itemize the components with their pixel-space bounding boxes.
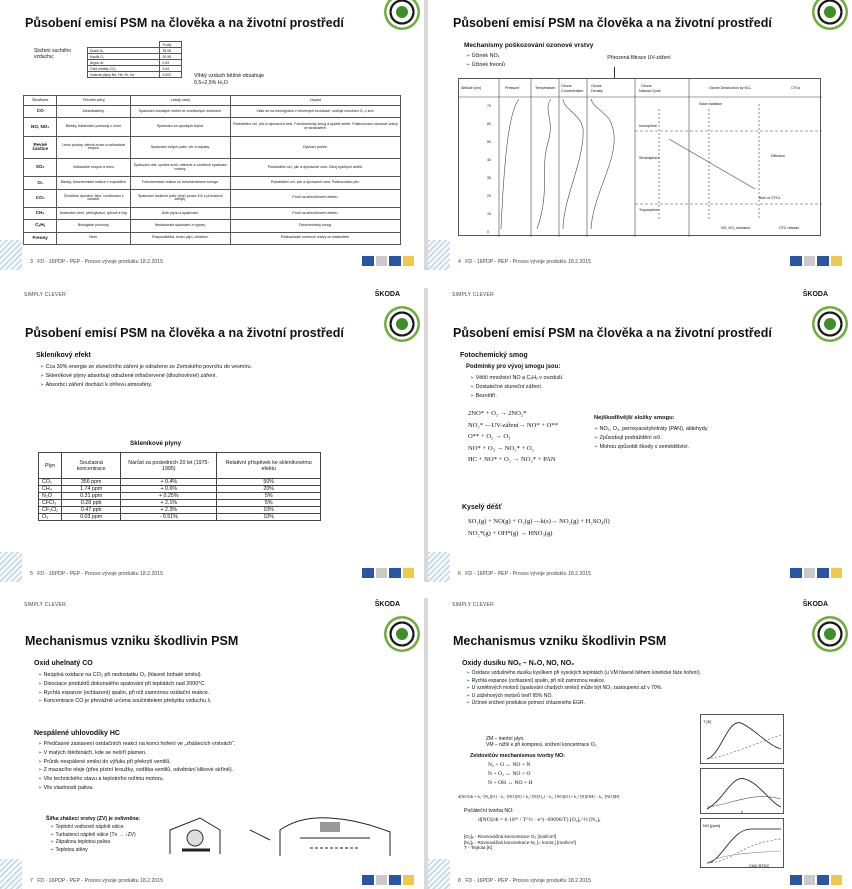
skoda-logo-icon xyxy=(384,616,420,652)
svg-text:0: 0 xyxy=(487,230,489,234)
svg-text:Density: Density xyxy=(591,89,603,93)
svg-text:Bulk of CFCs: Bulk of CFCs xyxy=(759,196,781,200)
hc-bullets: ➢ Předčasné zastavení oxidačních reakcí na konci hoření ve „zhášecích vrstvách“. ➢ V malých štěrbinách, kde se nešíří plamen. ➢ Průnik nespálené směsi do výfuku při překrytí ventilů. ➢ Z mazacího oleje (přes pístní kroužky, vodítka ventilů, odvětrání klikové skříně). ➢ Vliv technického stavu a teplotního režimu motoru. ➢ Vliv vlastností paliva. xyxy=(38,740,408,793)
section-co: Oxid uhelnatý CO xyxy=(34,660,93,667)
eu-logos-icon xyxy=(790,256,842,266)
table-row: CO₂ 356 ppm + 0.4% 50% xyxy=(39,479,321,486)
air-composition-table: % obj. Dusík N₂ 78.08 Kyslík O₂ 20.95 Argon Ar 0.93 Oxid uhličitý CO₂ 0.04 Vzácné plyny Ne, He, Kr, Xe 0.002 xyxy=(87,41,182,78)
skoda-logo-icon xyxy=(812,306,848,342)
dangerous-title: Nejškodlivější složky smogu: xyxy=(594,415,675,421)
svg-text:Natural Cycle: Natural Cycle xyxy=(639,89,661,93)
section-nox: Oxidy dusíku NOₓ – N₂O, NO, NO₂ xyxy=(462,660,575,667)
svg-text:CAD BTDC: CAD BTDC xyxy=(749,863,770,868)
eu-logos-icon xyxy=(362,256,414,266)
rate-eq: d[NO]/dt = k₁⁺[N₂][O] − k₁⁻[NO][N] + k₂⁺[N][O₂] − k₂⁻[NO][O] + k₃⁺[N][OH] − k₃⁻[NO][H] xyxy=(458,794,620,799)
table-row: CF₂Cl₂ 0.47 ppb + 2.3% 10% xyxy=(39,507,321,514)
table-row: N₂O 0.31 ppm + 0.25% 5% xyxy=(39,493,321,500)
skoda-logo-icon xyxy=(384,306,420,342)
egr-note: ZM – inertní plyn, VM – nižší κ při kompresi, snížení koncentrace O₂ xyxy=(486,736,597,749)
svg-text:Altitude (km): Altitude (km) xyxy=(461,86,482,90)
ornament-icon xyxy=(0,859,22,889)
svg-text:Pressure: Pressure xyxy=(505,86,520,90)
skoda-logo-icon xyxy=(384,0,420,30)
table-row: O₃ Blesky, fotochemické reakce v troposféře. Fotochemické reakce ve fotochemickém smogu. Podrážděni očí, plic a dýchacích cest. Poškozování plic. xyxy=(24,177,401,189)
zeldovich-title: Zeldovičův mechanismus tvorby NO: xyxy=(470,753,565,759)
ornament-icon xyxy=(0,552,22,582)
table-row: NO, NO₂ Blesky, bakteriální pochody v zemi. Spalování za vysokých teplot. Podráždění očí, plic a dýchacích cest. Fotochemický smog a kyselé deště. Poškozování ozonové vrstvy ve stratosféře. xyxy=(24,118,401,136)
svg-text:Ozone: Ozone xyxy=(641,84,652,88)
svg-text:Ozone: Ozone xyxy=(561,84,572,88)
conditions-title: Podmínky pro vývoj smogu jsou: xyxy=(466,364,561,370)
table-row: Freony Není. Rozpouštědla, hnací plyn, chladivo. Poškozování ozonové vrstvy ve stratosféře. xyxy=(24,232,401,244)
slide-footer: 3 FD - 16PDP - PEP - Proces vývoje produktu 18.2.2015 xyxy=(0,250,424,270)
eu-logos-icon xyxy=(790,568,842,578)
co-bullets: ➢ Neúplná oxidace na CO₂ při nedostatku O₂ (hlavně bohaté směsi). ➢ Disociace produktů dokonalého spalování při teplotách nad 2000°C. ➢ Rychlá expanze (ochlazení) spalin, při níž zamrznou oxidační reakce. ➢ Koncentrace CO je převážně určena součinitelem přebytku vzduchu λ. xyxy=(38,671,408,706)
section-title: Fotochemický smog xyxy=(460,352,528,359)
subtitle: Mechanismy poškozování ozonové vrstvy xyxy=(464,42,594,49)
slide-8: SIMPLY CLEVER ŠKODA Mechanismus vzniku škodlivin PSM Oxidy dusíku NOₓ – N₂O, NO, NO₂ ➢ Oxidace vzdušného dusíku kyslíkem při vysokých teplotách (u VM hlavně během kinetické fáze hoření). ➢ Rychlá expanze (ochlazení) spalin, při níž zamrznou reakce. ➢ U vznětových motorů (spalování chudých směsí) může být NO₂ zastoupeno až v 70%. ➢ U zážehových motorů tvoří 95% NO. ➢ Účinné snížení produkce pomocí chlazeného EGR. ZM – inertní plyn, VM – nižší κ při kompresi, snížení koncentrace O₂ Zeldovičův mechanismus tvorby NO: N₂ + O ↔ NO + N N + O₂ ↔ NO + O N + OH ↔ NO + H d[NO]/dt = k₁⁺[N₂][O] − k₁⁻[NO][N] + k₂⁺[N][O₂] − k₂⁻[NO][O] + k₃⁺[N][OH] − k₃⁻[NO][H] Počáteční tvorba NO: d[NO]/dt = 6·10¹⁶ / T^½ · e^(−69090/T) [O₂]ₑ^½ [N₂]ₑ [O₂]ₑ - Rovnovážná koncentrace O₂ [mol/cm³] [N₂]ₑ - Rovnovážná koncentrace N₂ [= konst.] [mol/cm³] T - Teplota [K] T [K] λ NO [ppm] CAD BTDC 8 FD - 16PDP - PEP - Proces vývoje produktu 18.2.2015 xyxy=(428,598,852,889)
table-title: Skleníkové plyny xyxy=(130,440,182,447)
air-label: Složení suchého vzduchu: xyxy=(34,48,71,61)
slide-title: Působení emisí PSM na člověka a na životní prostředí xyxy=(453,16,772,30)
greenhouse-table: Plyn Současná koncentrace Nárůst za posledních 20 let (1975-1995) Relativní příspěvek ke skleníkovému efektu CO₂ 356 ppm + 0.4% 50% CH₄ 1.74 ppm + 0.6% 20% N₂O 0.31 ppm + 0.25% 5% CFCl₃ 0.28 ppb + 2.1% 5% CF₂Cl₂ 0.47 ppb + 2.3% 10% O₃ 0.03 ppm - 0.51% 10% xyxy=(38,452,321,521)
ornament-icon xyxy=(428,240,450,270)
nox-lambda-chart xyxy=(700,768,784,814)
svg-text:NO [ppm]: NO [ppm] xyxy=(703,823,721,828)
slide-7: SIMPLY CLEVER ŠKODA Mechanismus vzniku škodlivin PSM Oxid uhelnatý CO ➢ Neúplná oxidace na CO₂ při nedostatku O₂ (hlavně bohaté směsi). ➢ Disociace produktů dokonalého spalování při teplotách nad 2000°C. ➢ Rychlá expanze (ochlazení) spalin, při níž zamrznou oxidační reakce. ➢ Koncentrace CO je převážně určena součinitelem přebytku vzduchu λ. Nespálené uhlovodíky HC ➢ Předčasné zastavení oxidačních reakcí na konci hoření ve „zhášecích vrstvách“. ➢ V malých štěrbinách, kde se nešíří plamen. ➢ Průnik nespálené směsi do výfuku při překrytí ventilů. ➢ Z mazacího oleje (přes pístní kroužky, vodítka ventilů, odvětrání klikové skříně). ➢ Vliv technického stavu a teplotního režimu motoru. ➢ Vliv vlastností paliva. Šířka zhášecí vrstvy (ZV) je ovlivněna: ➢ Teplotní vodivostí náplně válce ➢ Turbulencí náplně válce (Tn → ↓ZV) ➢ Zápalnou teplotou paliva ➢ Teplotou stěny 7 FD - 16PDP - PEP - Proces vývoje produktu 18.2.2015 xyxy=(0,598,424,889)
emissions-table: Škodlivina Přírodní zdroj Lidský zdroj Dopad CO Zanedbatelný. Spalování bohatých směsí ve vozidlových motorech. Váže se na hemoglobin v červených krvinkách, snižuje množství O₂ v krvi. NO, NO₂ Blesky, bakteriální pochody v zemi. Spalování za vysokých teplot. Podráždění očí, plic a dýchacích cest. Fotochemický smog a kyselé deště. Poškozování ozonové vrstvy ve stratosféře. Pevné částice Lesní požáry, větrná eroze a vulkanické erupce. Spalování tuhých paliv, vítr a odpady. Dýchací potíže. SO₂ Vulkanické erupce a lesní. Spalování uhlí, výroba oceli, rafinerie a vznětové spalovací motory. Podrážděni očí, plic a dýchacích cest. Zdroj kyselých dešťů. O₃ Blesky, fotochemické reakce v troposféře. Fotochemické reakce ve fotochemickém smogu. Podrážděni očí, plic a dýchacích cest. Poškozování plic. CO₂ Živočišné dýchání, tlení, uvolňování z oceánů. Spalování fosilních paliv (tvoří pouze 4% z přírodních zdrojů). Podíl na skleníkovém efektu. CH₄ Anaerobní tlení, přežvýkavci, rýžové a řízy. Únik plynu a spalování. Podíl na skleníkovém efektu. CₓHᵧ Biologické pochody. Nedokonalé spalování a výpary. Fotochemický smog. Freony Není. Rozpouštědla, hnací plyn, chladivo. Poškozování ozonové vrstvy ve stratosféře. xyxy=(23,95,401,245)
svg-text:Troposphere: Troposphere xyxy=(639,208,660,212)
svg-text:70: 70 xyxy=(487,104,491,108)
initial-title: Počáteční tvorba NO: xyxy=(464,808,514,814)
svg-text:Ionosphere: Ionosphere xyxy=(639,124,657,128)
svg-text:NO, NO₂ emission: NO, NO₂ emission xyxy=(721,226,751,230)
ornament-icon xyxy=(428,859,450,889)
initial-eq: d[NO]/dt = 6·10¹⁶ / T^½ · e^(−69090/T) [O₂]ₑ^½ [N₂]ₑ xyxy=(478,817,601,823)
svg-text:Ozone: Ozone xyxy=(591,84,602,88)
slide-3 xyxy=(0,0,424,270)
svg-text:Concentration: Concentration xyxy=(561,89,584,93)
table-row: CₓHᵧ Biologické pochody. Nedokonalé spalování a výpary. Fotochemický smog. xyxy=(24,220,401,232)
ozone-diagram xyxy=(458,78,821,236)
svg-text:Solar radiation: Solar radiation xyxy=(699,102,723,106)
eu-logos-icon xyxy=(362,875,414,885)
svg-text:50: 50 xyxy=(487,140,491,144)
table-row: SO₂ Vulkanické erupce a lesní. Spalování uhlí, výroba oceli, rafinerie a vznětové spalovací motory. Podrážděni očí, plic a dýchacích cest. Zdroj kyselých dešťů. xyxy=(24,159,401,177)
svg-text:Temperature: Temperature xyxy=(535,86,556,90)
table-row: O₃ 0.03 ppm - 0.51% 10% xyxy=(39,514,321,521)
smog-equations: 2NO* + O₂ → 2NO₂* NO₂* —UV-záření→ NO* + O** O** + O₂ → O₃ NO* + O₃ → NO₂* + O₂ HC + NO* + O₂ → NO₂* + PAN xyxy=(468,410,559,464)
horizontal-divider xyxy=(0,270,852,288)
slide-6: SIMPLY CLEVER ŠKODA Působení emisí PSM na člověka a na životní prostředí Fotochemický smog Podmínky pro vývoj smogu jsou: ➢ Větší množství NO a CₓHᵧ v ovzduší. ➢ Dostatečné sluneční záření. ➢ Bezvětří. 2NO* + O₂ → 2NO₂* NO₂* —UV-záření→ NO* + O** O** + O₂ → O₃ NO* + O₃ → NO₂* + O₂ HC + NO* + O₂ → NO₂* + PAN Nejškodlivější složky smogu: ➢ NO₂, O₃, peroxyacetylnitráty (PAN), aldehydy. ➢ Způsobují podráždění očí. ➢ Mohou způsobit škody v zemědělství. Kyselý déšť SO₂(g) + NO(g) + O₂(g) —k(s)→ NO₂(g) + H₂SO₄(l) NO₂*(g) + OH*(g) → HNO₃(g) 6 FD - 16PDP - PEP - Proces vývoje produktu 18.2.2015 xyxy=(428,288,852,582)
svg-text:Ozone Destruction by NOₓ: Ozone Destruction by NOₓ xyxy=(709,86,752,90)
svg-text:CFC release: CFC release xyxy=(779,226,800,230)
acid-equations: SO₂(g) + NO(g) + O₂(g) —k(s)→ NO₂(g) + H₂SO₄(l) NO₂*(g) + OH*(g) → HNO₃(g) xyxy=(468,518,610,537)
slide-footer: 6 FD - 16PDP - PEP - Proces vývoje produktu 18.2.2015 xyxy=(428,562,852,582)
table-row: CO Zanedbatelný. Spalování bohatých směsí ve vozidlových motorech. Váže se na hemoglobin v červených krvinkách, snižuje množství O₂ v krvi. xyxy=(24,106,401,118)
section-hc: Nespálené uhlovodíky HC xyxy=(34,730,120,737)
slide-footer: 7 FD - 16PDP - PEP - Proces vývoje produktu 18.2.2015 xyxy=(0,869,424,889)
slide-5: SIMPLY CLEVER ŠKODA Působení emisí PSM na člověka a na životní prostředí Skleníkový efekt ➢ Cca 30% energie ze slunečního záření je odraženo ze Zemského povrchu do vesmíru. ➢ Skleníkové plyny absorbují odražené infračervené (dlouhovlnné) záření. ➢ Absorbcí záření dochází k ohřevu atmosféry. Skleníkové plyny Plyn Současná koncentrace Nárůst za posledních 20 let (1975-1995) Relativní příspěvek ke skleníkovému efektu CO₂ 356 ppm + 0.4% 50% CH₄ 1.74 ppm + 0.6% 20% N₂O 0.31 ppm + 0.25% 5% CFCl₃ 0.28 ppb + 2.1% 5% CF₂Cl₂ 0.47 ppb + 2.3% 10% O₃ 0.03 ppm - 0.51% 10% 5 FD - 16PDP - PEP - Proces vývoje produktu 18.2.2015 xyxy=(0,288,424,582)
combustion-chamber-diagram xyxy=(160,810,410,864)
quench-title: Šířka zhášecí vrstvy (ZV) je ovlivněna: xyxy=(46,816,140,822)
horizontal-divider xyxy=(0,582,852,598)
svg-text:30: 30 xyxy=(487,176,491,180)
filter-note: Přirozená filtrace UV-záření xyxy=(607,55,671,61)
section-title: Skleníkový efekt xyxy=(36,352,91,359)
svg-text:Diffusion: Diffusion xyxy=(771,154,785,158)
nox-bullets: ➢ Oxidace vzdušného dusíku kyslíkem při vysokých teplotách (u VM hlavně během kinetické fáze hoření). ➢ Rychlá expanze (ochlazení) spalin, při níž zamrznou reakce. ➢ U vznětových motorů (spalování chudých směsí) může být NO₂ zastoupeno až v 70%. ➢ U zážehových motorů tvoří 95% NO. ➢ Účinné snížení produkce pomocí chlazeného EGR. xyxy=(466,670,774,708)
table-row: CH₄ 1.74 ppm + 0.6% 20% xyxy=(39,486,321,493)
slide-title: Působení emisí PSM na člověka a na životní prostředí xyxy=(453,326,772,340)
skoda-logo-icon xyxy=(812,0,848,30)
table-row: CH₄ Anaerobní tlení, přežvýkavci, rýžové a řízy. Únik plynu a spalování. Podíl na skleníkovém efektu. xyxy=(24,207,401,219)
humidity-note: Vlhký vzduch běžně obsahuje 0,5÷2,5% H₂O xyxy=(194,73,265,86)
legend: [O₂]ₑ - Rovnovážná koncentrace O₂ [mol/cm³] [N₂]ₑ - Rovnovážná koncentrace N₂ [= konst.] [mol/cm³] T - Teplota [K] xyxy=(464,834,576,851)
quench-list: ➢ Teplotní vodivostí náplně válce ➢ Turbulencí náplně válce (Tn → ↓ZV) ➢ Zápalnou teplotou paliva ➢ Teplotou stěny xyxy=(50,824,136,854)
dangerous-list: ➢ NO₂, O₃, peroxyacetylnitráty (PAN), aldehydy. ➢ Způsobují podráždění očí. ➢ Mohou způsobit škody v zemědělství. xyxy=(594,425,794,451)
table-row: CO₂ Živočišné dýchání, tlení, uvolňování z oceánů. Spalování fosilních paliv (tvoří pouze 4% z přírodních zdrojů). Podíl na skleníkovém efektu. xyxy=(24,189,401,207)
bullet-list: ➢ Cca 30% energie ze slunečního záření je odraženo ze Zemského povrchu do vesmíru. ➢ Skleníkové plyny absorbují odražené infračervené (dlouhovlnné) záření. ➢ Absorbcí záření dochází k ohřevu atmosféry. xyxy=(40,363,400,389)
ornament-icon xyxy=(428,552,450,582)
svg-text:60: 60 xyxy=(487,122,491,126)
bullet-list: ➢ Účinek NOₓ ➢ Účinek freonů xyxy=(466,52,505,70)
conditions-list: ➢ Větší množství NO a CₓHᵧ v ovzduší. ➢ Dostatečné sluneční záření. ➢ Bezvětří. xyxy=(470,374,564,400)
zeldovich-eqs: N₂ + O ↔ NO + N N + O₂ ↔ NO + O N + OH ↔ NO + H xyxy=(488,762,533,786)
slide-4 xyxy=(428,0,852,270)
slide-footer: 5 FD - 16PDP - PEP - Proces vývoje produktu 18.2.2015 xyxy=(0,562,424,582)
slide-title: Mechanismus vzniku škodlivin PSM xyxy=(25,634,239,648)
svg-text:20: 20 xyxy=(487,194,491,198)
svg-text:T [K]: T [K] xyxy=(703,719,712,724)
slide-footer: 8 FD - 16PDP - PEP - Proces vývoje produktu 18.2.2015 xyxy=(428,869,852,889)
svg-text:CFCs: CFCs xyxy=(791,86,801,90)
table-row: Pevné částice Lesní požáry, větrná eroze a vulkanické erupce. Spalování tuhých paliv, vítr a odpady. Dýchací potíže. xyxy=(24,136,401,159)
svg-text:Stratosphere: Stratosphere xyxy=(639,156,660,160)
eu-logos-icon xyxy=(362,568,414,578)
svg-text:λ: λ xyxy=(741,809,743,814)
slide-title: Působení emisí PSM na člověka a na životní prostředí xyxy=(25,16,344,30)
svg-text:40: 40 xyxy=(487,158,491,162)
table-row: CFCl₃ 0.28 ppb + 2.1% 5% xyxy=(39,500,321,507)
svg-text:10: 10 xyxy=(487,212,491,216)
slide-footer: 4 FD - 16PDP - PEP - Proces vývoje produktu 18.2.2015 xyxy=(428,250,852,270)
eu-logos-icon xyxy=(790,875,842,885)
no-cad-chart xyxy=(700,818,784,868)
slide-title: Působení emisí PSM na člověka a na životní prostředí xyxy=(25,326,344,340)
skoda-logo-icon xyxy=(812,616,848,652)
temperature-chart xyxy=(700,714,784,764)
ornament-icon xyxy=(0,240,22,270)
slide-title: Mechanismus vzniku škodlivin PSM xyxy=(453,634,667,648)
acid-rain-title: Kyselý déšť xyxy=(462,504,502,511)
